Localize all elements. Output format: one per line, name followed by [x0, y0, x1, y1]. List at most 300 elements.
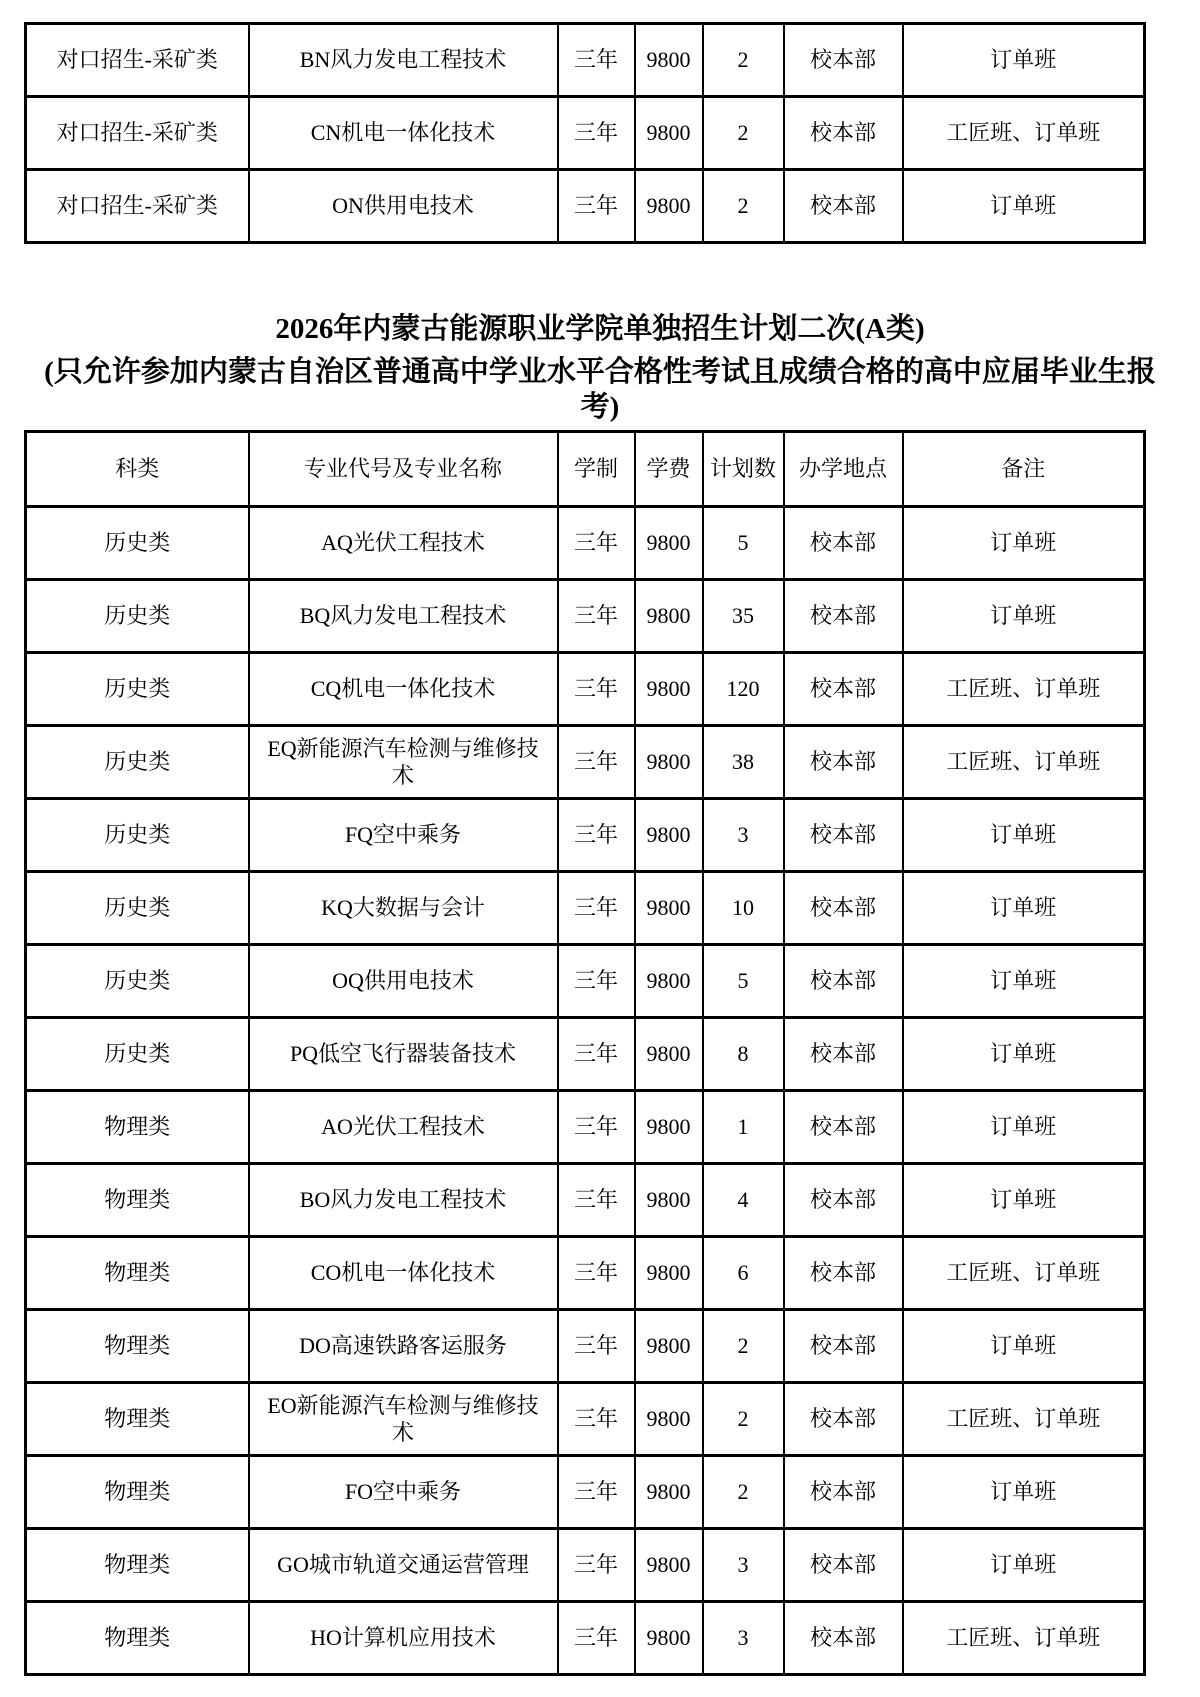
- table-cell: [635, 507, 703, 580]
- cell-text: 校本部: [809, 193, 876, 219]
- cell-text: 物理类: [104, 1187, 171, 1213]
- cell-text: 三年: [573, 530, 618, 556]
- cell-text: 校本部: [809, 120, 876, 146]
- table-cell: [249, 945, 558, 1018]
- table-cell: [558, 580, 635, 653]
- cell-text: BQ风力发电工程技术: [299, 603, 507, 629]
- cell-text: 2: [737, 120, 749, 146]
- table-row: [26, 1383, 1145, 1456]
- cell-text: 校本部: [809, 822, 876, 848]
- table-row: [26, 170, 1145, 243]
- cell-text: EQ新能源汽车检测与维修技术: [267, 735, 539, 788]
- cell-text: 9800: [646, 1187, 691, 1213]
- cell-text: DO高速铁路客运服务: [299, 1333, 507, 1359]
- cell-text: 物理类: [104, 1114, 171, 1140]
- column-header: 学制: [558, 432, 635, 507]
- cell-text: 9800: [646, 1260, 691, 1286]
- table-cell: [903, 170, 1145, 243]
- table-cell: [784, 1456, 903, 1529]
- cell-text: 历史类: [104, 822, 171, 848]
- table-cell: [26, 1310, 249, 1383]
- table-cell: [249, 1529, 558, 1602]
- table-cell: [703, 1383, 784, 1456]
- table-cell: [635, 872, 703, 945]
- cell-text: 三年: [573, 1625, 618, 1651]
- table-cell: [558, 1091, 635, 1164]
- table-cell: [635, 1091, 703, 1164]
- cell-text: 9800: [646, 1114, 691, 1140]
- cell-text: 38: [732, 749, 754, 775]
- table-row: [26, 1164, 1145, 1237]
- table-cell: [26, 872, 249, 945]
- cell-text: 9800: [646, 1552, 691, 1578]
- cell-text: 三年: [573, 895, 618, 921]
- table-cell: [558, 1237, 635, 1310]
- table-cell: [703, 653, 784, 726]
- table-cell: [903, 653, 1145, 726]
- cell-text: 9800: [646, 47, 691, 73]
- table-cell: [26, 1602, 249, 1675]
- table-cell: [903, 1237, 1145, 1310]
- table-cell: [558, 1383, 635, 1456]
- column-header: 科类: [26, 432, 249, 507]
- table-cell: [703, 24, 784, 97]
- cell-text: 三年: [573, 1260, 618, 1286]
- cell-text: 校本部: [809, 895, 876, 921]
- cell-text: 35: [732, 603, 754, 629]
- cell-text: BN风力发电工程技术: [299, 47, 507, 73]
- table-cell: [558, 872, 635, 945]
- table-cell: [703, 1529, 784, 1602]
- cell-text: 校本部: [809, 530, 876, 556]
- table-cell: [784, 1529, 903, 1602]
- table-cell: [903, 1018, 1145, 1091]
- cell-text: 订单班: [990, 1552, 1057, 1578]
- table-cell: [26, 726, 249, 799]
- cell-text: CQ机电一体化技术: [310, 676, 496, 702]
- cell-text: 订单班: [990, 530, 1057, 556]
- cell-text: 校本部: [809, 1187, 876, 1213]
- cell-text: AO光伏工程技术: [321, 1114, 485, 1140]
- cell-text: ON供用电技术: [332, 193, 474, 219]
- cell-text: 历史类: [104, 895, 171, 921]
- table-cell: [558, 1018, 635, 1091]
- column-header: 办学地点: [784, 432, 903, 507]
- table-row: [26, 799, 1145, 872]
- table-cell: [784, 1091, 903, 1164]
- table-row: [26, 653, 1145, 726]
- cell-text: 5: [737, 968, 749, 994]
- cell-text: 订单班: [990, 193, 1057, 219]
- table-cell: [26, 1018, 249, 1091]
- table-cell: [635, 1164, 703, 1237]
- cell-text: 三年: [573, 1187, 618, 1213]
- cell-text: 物理类: [104, 1479, 171, 1505]
- cell-text: 9800: [646, 895, 691, 921]
- cell-text: 历史类: [104, 603, 171, 629]
- table-row: [26, 1310, 1145, 1383]
- cell-text: PQ低空飞行器装备技术: [289, 1041, 517, 1067]
- cell-text: 校本部: [809, 1625, 876, 1651]
- table-cell: [784, 1602, 903, 1675]
- cell-text: 工匠班、订单班: [946, 1260, 1101, 1286]
- cell-text: 9800: [646, 676, 691, 702]
- table-cell: [635, 945, 703, 1018]
- cell-text: 3: [737, 1625, 749, 1651]
- cell-text: 对口招生-采矿类: [56, 193, 218, 219]
- table-cell: [784, 1164, 903, 1237]
- cell-text: 4: [737, 1187, 749, 1213]
- table-cell: [703, 1164, 784, 1237]
- table-row: [26, 872, 1145, 945]
- table-cell: [249, 872, 558, 945]
- table-cell: [26, 1529, 249, 1602]
- cell-text: 工匠班、订单班: [946, 120, 1101, 146]
- table-cell: [703, 1237, 784, 1310]
- cell-text: 2: [737, 47, 749, 73]
- cell-text: 8: [737, 1041, 749, 1067]
- table-cell: [558, 799, 635, 872]
- cell-text: 9800: [646, 530, 691, 556]
- cell-text: 2: [737, 1333, 749, 1359]
- table-cell: [635, 1018, 703, 1091]
- table-cell: [784, 580, 903, 653]
- table-cell: [903, 872, 1145, 945]
- cell-text: 三年: [573, 1479, 618, 1505]
- cell-text: 三年: [573, 822, 618, 848]
- column-header: 专业代号及专业名称: [249, 432, 558, 507]
- header-row: [26, 432, 1145, 507]
- table-cell: [26, 507, 249, 580]
- table-cell: [703, 170, 784, 243]
- table-cell: [558, 1310, 635, 1383]
- cell-text: 校本部: [809, 1114, 876, 1140]
- table-cell: [635, 1529, 703, 1602]
- table-cell: [703, 1018, 784, 1091]
- cell-text: 订单班: [990, 895, 1057, 921]
- table-cell: [903, 1529, 1145, 1602]
- table-cell: [249, 97, 558, 170]
- table-cell: [903, 507, 1145, 580]
- table-cell: [635, 24, 703, 97]
- table-row: [26, 1529, 1145, 1602]
- cell-text: BO风力发电工程技术: [299, 1187, 507, 1213]
- table-cell: [249, 1237, 558, 1310]
- cell-text: 校本部: [809, 47, 876, 73]
- table-cell: [249, 580, 558, 653]
- table-row: [26, 1237, 1145, 1310]
- cell-text: 物理类: [104, 1625, 171, 1651]
- continuation-table-body: [26, 24, 1145, 243]
- table-row: [26, 24, 1145, 97]
- table-row: [26, 97, 1145, 170]
- table-cell: [784, 872, 903, 945]
- cell-text: HO计算机应用技术: [310, 1625, 496, 1651]
- cell-text: 9800: [646, 1333, 691, 1359]
- cell-text: EO新能源汽车检测与维修技术: [267, 1392, 539, 1445]
- table-cell: [249, 1018, 558, 1091]
- cell-text: 三年: [573, 676, 618, 702]
- cell-text: FQ空中乘务: [344, 822, 462, 848]
- cell-text: 校本部: [809, 1552, 876, 1578]
- cell-text: 校本部: [809, 1406, 876, 1432]
- table-cell: [635, 726, 703, 799]
- cell-text: 9800: [646, 968, 691, 994]
- table-cell: [26, 1383, 249, 1456]
- enrollment-plan-table: [24, 430, 1146, 1676]
- cell-text: 9800: [646, 1406, 691, 1432]
- cell-text: 3: [737, 1552, 749, 1578]
- table-cell: [558, 945, 635, 1018]
- table-cell: [249, 24, 558, 97]
- cell-text: 校本部: [809, 749, 876, 775]
- table-cell: [635, 1310, 703, 1383]
- table-cell: [635, 1383, 703, 1456]
- table-cell: [903, 1164, 1145, 1237]
- table-row: [26, 507, 1145, 580]
- table-cell: [703, 97, 784, 170]
- table-cell: [249, 1310, 558, 1383]
- cell-text: 三年: [573, 968, 618, 994]
- table-cell: [784, 507, 903, 580]
- table-cell: [903, 1091, 1145, 1164]
- table-cell: [703, 580, 784, 653]
- cell-text: 校本部: [809, 603, 876, 629]
- page-subtitle-line-1: (只允许参加内蒙古自治区普通高中学业水平合格性考试且成绩合格的高中应届毕业生报: [44, 356, 1156, 388]
- cell-text: 对口招生-采矿类: [56, 47, 218, 73]
- cell-text: 2: [737, 193, 749, 219]
- cell-text: 9800: [646, 1479, 691, 1505]
- table-cell: [703, 799, 784, 872]
- table-row: [26, 945, 1145, 1018]
- table-cell: [26, 580, 249, 653]
- cell-text: GO城市轨道交通运营管理: [277, 1552, 529, 1578]
- cell-text: 三年: [573, 749, 618, 775]
- column-header: 备注: [903, 432, 1145, 507]
- cell-text: 6: [737, 1260, 749, 1286]
- page-subtitle-line-2: 考): [580, 391, 620, 423]
- table-cell: [703, 1310, 784, 1383]
- table-cell: [784, 1383, 903, 1456]
- table-cell: [903, 97, 1145, 170]
- table-cell: [26, 170, 249, 243]
- table-cell: [635, 170, 703, 243]
- cell-text: 校本部: [809, 1260, 876, 1286]
- cell-text: 三年: [573, 1406, 618, 1432]
- plan-table-body: [26, 507, 1145, 1675]
- cell-text: 120: [726, 676, 760, 702]
- cell-text: FO空中乘务: [344, 1479, 462, 1505]
- cell-text: KQ大数据与会计: [321, 895, 485, 921]
- table-cell: [703, 1602, 784, 1675]
- table-cell: [558, 507, 635, 580]
- table-cell: [703, 726, 784, 799]
- cell-text: 三年: [573, 193, 618, 219]
- cell-text: 工匠班、订单班: [946, 676, 1101, 702]
- table-cell: [635, 580, 703, 653]
- table-cell: [903, 1383, 1145, 1456]
- table-cell: [784, 1018, 903, 1091]
- table-row: [26, 1018, 1145, 1091]
- cell-text: 9800: [646, 193, 691, 219]
- table-cell: [635, 1456, 703, 1529]
- table-cell: [558, 726, 635, 799]
- column-header: 计划数: [703, 432, 784, 507]
- table-cell: [903, 24, 1145, 97]
- table-cell: [903, 799, 1145, 872]
- table-cell: [26, 1237, 249, 1310]
- column-header: 学费: [635, 432, 703, 507]
- table-cell: [26, 1091, 249, 1164]
- table-cell: [26, 97, 249, 170]
- table-cell: [635, 97, 703, 170]
- table-cell: [784, 24, 903, 97]
- table-cell: [784, 726, 903, 799]
- table-cell: [249, 726, 558, 799]
- cell-text: 物理类: [104, 1406, 171, 1432]
- table-row: [26, 580, 1145, 653]
- cell-text: OQ供用电技术: [332, 968, 474, 994]
- cell-text: 三年: [573, 1552, 618, 1578]
- cell-text: 9800: [646, 822, 691, 848]
- table-cell: [26, 1456, 249, 1529]
- cell-text: 三年: [573, 603, 618, 629]
- table-cell: [26, 799, 249, 872]
- table-cell: [784, 945, 903, 1018]
- table-cell: [903, 945, 1145, 1018]
- cell-text: 校本部: [809, 1333, 876, 1359]
- table-cell: [249, 1091, 558, 1164]
- cell-text: AQ光伏工程技术: [321, 530, 485, 556]
- table-cell: [784, 170, 903, 243]
- cell-text: 10: [732, 895, 754, 921]
- cell-text: 历史类: [104, 676, 171, 702]
- table-cell: [703, 872, 784, 945]
- table-cell: [249, 1456, 558, 1529]
- table-cell: [903, 1456, 1145, 1529]
- cell-text: 1: [737, 1114, 749, 1140]
- cell-text: 三年: [573, 120, 618, 146]
- cell-text: 工匠班、订单班: [946, 1625, 1101, 1651]
- table-cell: [249, 1602, 558, 1675]
- table-cell: [903, 1602, 1145, 1675]
- cell-text: 订单班: [990, 822, 1057, 848]
- table-cell: [249, 799, 558, 872]
- cell-text: 订单班: [990, 1187, 1057, 1213]
- cell-text: CN机电一体化技术: [310, 120, 496, 146]
- table-row: [26, 726, 1145, 799]
- table-cell: [784, 653, 903, 726]
- plan-table-head: [26, 432, 1145, 507]
- cell-text: 三年: [573, 1333, 618, 1359]
- cell-text: 三年: [573, 1114, 618, 1140]
- cell-text: 对口招生-采矿类: [56, 120, 218, 146]
- cell-text: 历史类: [104, 1041, 171, 1067]
- table-cell: [558, 1602, 635, 1675]
- cell-text: 校本部: [809, 1479, 876, 1505]
- table-cell: [249, 507, 558, 580]
- cell-text: 物理类: [104, 1260, 171, 1286]
- cell-text: 历史类: [104, 530, 171, 556]
- table-cell: [703, 1456, 784, 1529]
- table-cell: [558, 24, 635, 97]
- table-cell: [558, 1164, 635, 1237]
- cell-text: 工匠班、订单班: [946, 1406, 1101, 1432]
- table-cell: [558, 1456, 635, 1529]
- cell-text: 9800: [646, 1625, 691, 1651]
- cell-text: 三年: [573, 1041, 618, 1067]
- table-cell: [249, 1164, 558, 1237]
- table-cell: [703, 945, 784, 1018]
- page-subtitle: [0, 355, 1200, 425]
- table-cell: [784, 1310, 903, 1383]
- cell-text: CO机电一体化技术: [310, 1260, 496, 1286]
- continuation-enrollment-table: [24, 22, 1146, 244]
- cell-text: 订单班: [990, 1041, 1057, 1067]
- table-cell: [558, 170, 635, 243]
- cell-text: 物理类: [104, 1333, 171, 1359]
- table-row: [26, 1456, 1145, 1529]
- table-cell: [26, 653, 249, 726]
- cell-text: 5: [737, 530, 749, 556]
- table-cell: [249, 170, 558, 243]
- cell-text: 订单班: [990, 603, 1057, 629]
- cell-text: 订单班: [990, 968, 1057, 994]
- cell-text: 校本部: [809, 676, 876, 702]
- table-cell: [703, 507, 784, 580]
- page-title: 2026年内蒙古能源职业学院单独招生计划二次(A类): [275, 313, 925, 345]
- table-cell: [26, 24, 249, 97]
- cell-text: 2: [737, 1479, 749, 1505]
- table-cell: [558, 1529, 635, 1602]
- table-cell: [635, 653, 703, 726]
- cell-text: 9800: [646, 1041, 691, 1067]
- cell-text: 9800: [646, 749, 691, 775]
- cell-text: 工匠班、订单班: [946, 749, 1101, 775]
- table-cell: [635, 1602, 703, 1675]
- table-cell: [26, 1164, 249, 1237]
- table-cell: [784, 97, 903, 170]
- cell-text: 订单班: [990, 47, 1057, 73]
- table-cell: [635, 799, 703, 872]
- cell-text: 物理类: [104, 1552, 171, 1578]
- cell-text: 订单班: [990, 1333, 1057, 1359]
- table-row: [26, 1602, 1145, 1675]
- table-cell: [703, 1091, 784, 1164]
- cell-text: 校本部: [809, 1041, 876, 1067]
- cell-text: 订单班: [990, 1114, 1057, 1140]
- cell-text: 9800: [646, 120, 691, 146]
- table-cell: [558, 653, 635, 726]
- table-cell: [903, 580, 1145, 653]
- table-cell: [635, 1237, 703, 1310]
- cell-text: 2: [737, 1406, 749, 1432]
- table-cell: [26, 945, 249, 1018]
- table-row: [26, 1091, 1145, 1164]
- table-cell: [249, 653, 558, 726]
- cell-text: 三年: [573, 47, 618, 73]
- table-cell: [249, 1383, 558, 1456]
- table-cell: [558, 97, 635, 170]
- table-cell: [903, 1310, 1145, 1383]
- table-cell: [784, 1237, 903, 1310]
- cell-text: 3: [737, 822, 749, 848]
- table-cell: [903, 726, 1145, 799]
- cell-text: 历史类: [104, 968, 171, 994]
- cell-text: 校本部: [809, 968, 876, 994]
- cell-text: 9800: [646, 603, 691, 629]
- cell-text: 历史类: [104, 749, 171, 775]
